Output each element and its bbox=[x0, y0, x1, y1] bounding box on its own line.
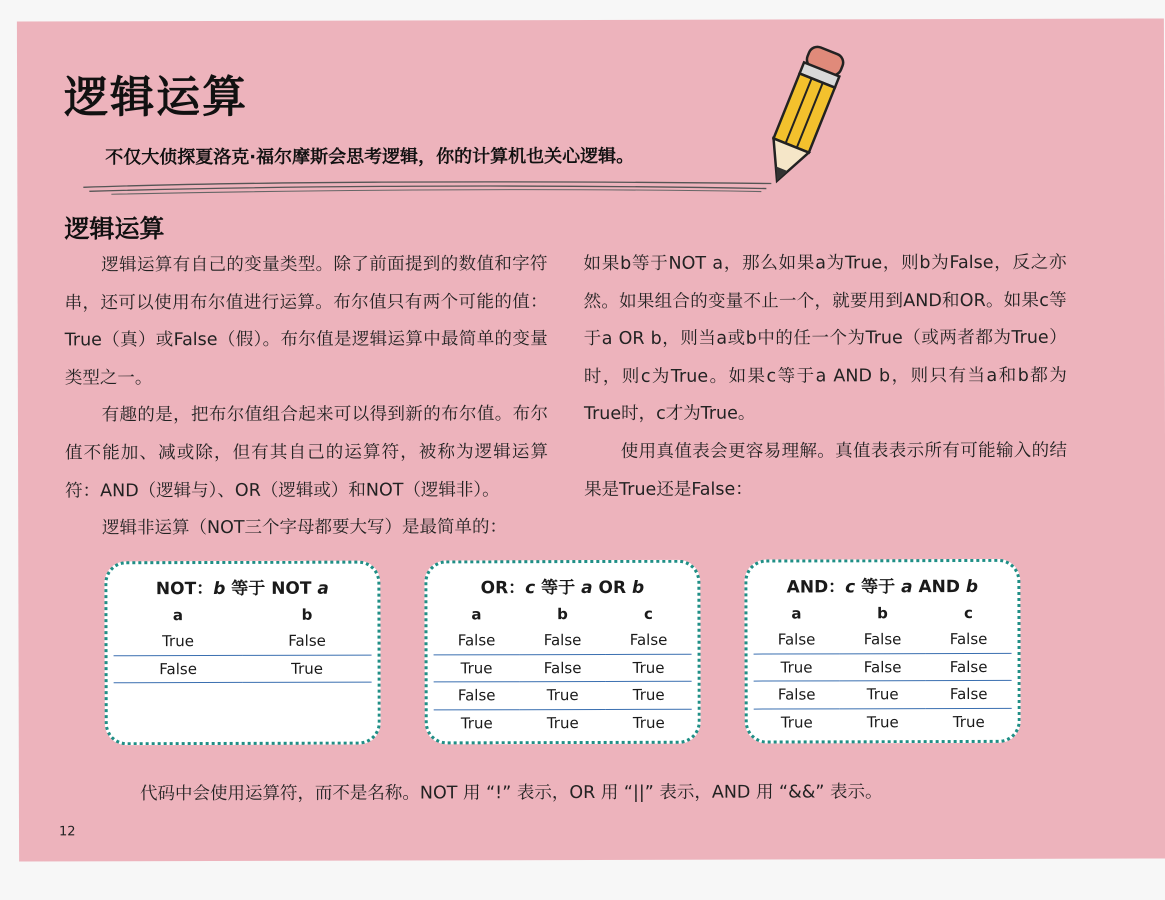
table-header: c bbox=[963, 604, 973, 623]
left-paragraph-2: 有趣的是，把布尔值组合起来可以得到新的布尔值。布尔值不能加、减或除，但有其自己的运算符，被称为逻辑运算符：AND（逻辑与）、OR（逻辑或）和NOT（逻辑非）。 bbox=[65, 404, 549, 501]
table-cell: True bbox=[434, 654, 520, 682]
table-row bbox=[113, 628, 371, 656]
table-cell: True bbox=[460, 714, 493, 733]
table-cell: False bbox=[434, 682, 520, 710]
table-cell: True bbox=[952, 712, 985, 731]
left-column bbox=[64, 246, 548, 548]
left-paragraph-1: 逻辑运算有自己的变量类型。除了前面提到的数值和字符串，还可以使用布尔值进行运算。布尔值只有两个可能的值：True（真）或False（假）。布尔值是逻辑运算中最简单的变量类型之一。 bbox=[64, 254, 548, 389]
table-row bbox=[434, 654, 692, 682]
table-cell: False bbox=[926, 653, 1012, 681]
table-cell: True bbox=[606, 654, 692, 682]
table-header: a bbox=[791, 604, 802, 623]
footer-note: 代码中会使用运算符，而不是名称。NOT 用 “!” 表示，OR 用 “||” 表示，AND 用 “&&” 表示。 bbox=[139, 782, 883, 805]
underline-scribble bbox=[81, 178, 781, 200]
table-cell: False bbox=[605, 627, 691, 654]
table-cell: True bbox=[243, 655, 372, 683]
table-cell: True bbox=[520, 681, 606, 709]
table-cell: False bbox=[242, 628, 371, 655]
table-header: a bbox=[471, 605, 482, 624]
book-page bbox=[17, 19, 1165, 862]
table-cell: True bbox=[632, 713, 665, 732]
table-cell: False bbox=[926, 680, 1012, 708]
table-cell: False bbox=[114, 655, 243, 683]
table-row bbox=[434, 709, 692, 737]
table-cell: False bbox=[754, 681, 840, 709]
table-header: b bbox=[301, 605, 313, 624]
table-cell: True bbox=[780, 713, 813, 732]
table-cell: False bbox=[753, 626, 839, 653]
table-header: b bbox=[877, 604, 888, 623]
and-truth-table bbox=[753, 600, 1011, 736]
not-truth-table bbox=[113, 602, 371, 684]
not-table-caption: NOT：b 等于 NOT a bbox=[155, 578, 329, 600]
left-paragraph-3: 逻辑非运算（NOT三个字母都要大写）是最简单的： bbox=[101, 517, 508, 539]
table-header: a bbox=[172, 606, 184, 625]
table-cell: False bbox=[925, 626, 1011, 653]
table-header: c bbox=[643, 604, 653, 623]
table-row bbox=[754, 708, 1012, 736]
table-cell: False bbox=[840, 653, 926, 681]
table-cell: False bbox=[519, 627, 605, 654]
subtitle: 不仅大侦探夏洛克·福尔摩斯会思考逻辑，你的计算机也关心逻辑。 bbox=[105, 145, 635, 169]
table-cell: False bbox=[433, 627, 519, 654]
and-table-caption: AND：c 等于 a AND b bbox=[786, 576, 979, 598]
table-row bbox=[114, 655, 372, 683]
not-truth-table-box bbox=[104, 561, 380, 746]
section-heading: 逻辑运算 bbox=[64, 214, 165, 244]
or-table-caption: OR：c 等于 a OR b bbox=[480, 577, 645, 599]
table-cell: True bbox=[754, 653, 840, 681]
right-column bbox=[583, 245, 1067, 509]
pencil-icon bbox=[747, 35, 857, 195]
table-row bbox=[434, 681, 692, 709]
table-row bbox=[433, 627, 691, 655]
and-truth-table-box bbox=[744, 559, 1020, 744]
table-cell: False bbox=[839, 626, 925, 653]
table-cell: True bbox=[840, 681, 926, 709]
table-cell: True bbox=[606, 681, 692, 709]
table-row bbox=[754, 680, 1012, 708]
table-cell: True bbox=[113, 628, 242, 655]
table-row bbox=[754, 653, 1012, 681]
or-truth-table bbox=[433, 601, 691, 737]
table-row bbox=[753, 626, 1011, 654]
table-cell: True bbox=[546, 713, 579, 732]
right-paragraph-1: 如果b等于NOT a，那么如果a为True，则b为False，反之亦然。如果组合的变量不止一个，就要用到AND和OR。如果c等于a OR b，则当a或b中的任一个为True（或两者都为True）时，则c为True。如果c等于a AND b，则只有当a和b都为True时，c才为True。 bbox=[583, 252, 1067, 425]
page-number: 12 bbox=[59, 824, 76, 840]
page-title: 逻辑运算 bbox=[64, 71, 249, 124]
table-cell: True bbox=[866, 712, 899, 732]
right-paragraph-2: 使用真值表会更容易理解。真值表表示所有可能输入的结果是True还是False： bbox=[584, 440, 1068, 500]
table-cell: False bbox=[520, 654, 606, 682]
table-header: b bbox=[557, 605, 568, 624]
or-truth-table-box bbox=[424, 560, 700, 745]
